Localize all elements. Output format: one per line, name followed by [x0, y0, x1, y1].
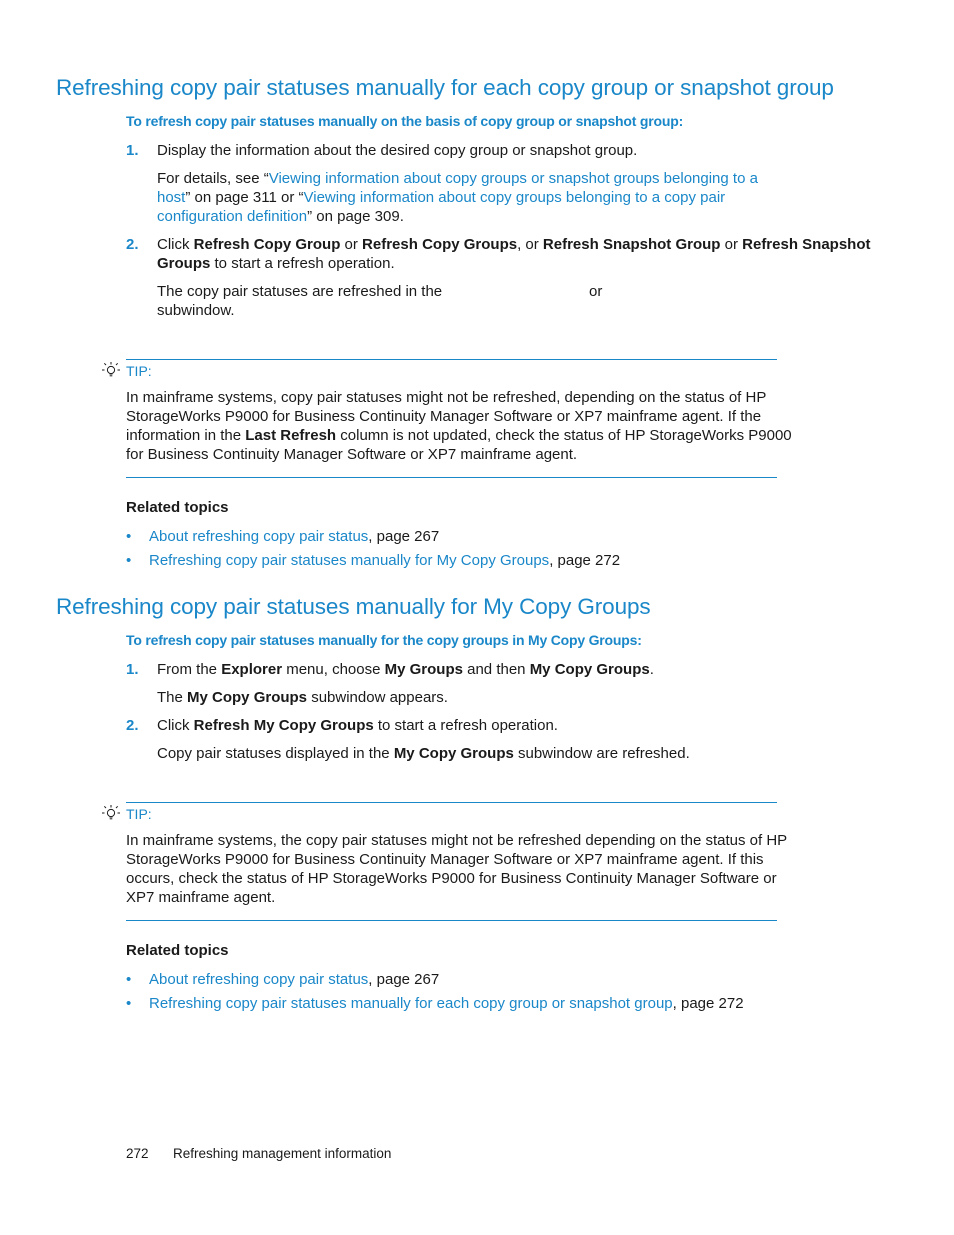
tip-top-rule: [126, 802, 777, 803]
tip-text: occurs, check the status of HP StorageWorks P9000 for Business Continuity Manager Software or: [126, 870, 777, 887]
tip-label: TIP:: [126, 806, 152, 822]
step-text: [157, 660, 654, 679]
related-topic-item: [126, 970, 439, 989]
related-topic-link[interactable]: Refreshing copy pair statuses manually for My Copy Groups: [149, 552, 550, 569]
ui-label: My Copy Groups: [187, 689, 308, 706]
ui-label: My Groups: [384, 661, 463, 678]
ui-label: Refresh Copy Groups: [362, 236, 518, 253]
footer-section-title: Refreshing management information: [173, 1146, 392, 1161]
step-number: 2.: [126, 236, 139, 253]
text-run: subwindow appears.: [307, 689, 448, 706]
tip-top-rule: [126, 359, 777, 360]
tip-text: In mainframe systems, the copy pair statuses might not be refreshed depending on the status of HP: [126, 832, 788, 849]
link-viewing-copy-groups-host[interactable]: host: [157, 189, 186, 206]
page-reference: , page 272: [549, 552, 621, 569]
related-topics-title: Related topics: [126, 499, 229, 516]
tip-text: for Business Continuity Manager Software or XP7 mainframe agent.: [126, 446, 578, 463]
step-result: subwindow.: [157, 302, 235, 319]
tip-text: XP7 mainframe agent.: [126, 889, 276, 906]
lightbulb-icon: [101, 361, 121, 381]
step-result: The copy pair statuses are refreshed in the: [157, 283, 443, 300]
details-end: ” on page 309.: [307, 208, 404, 225]
step-result: [157, 744, 690, 763]
step-number: 2.: [126, 717, 139, 734]
text-run: menu, choose: [282, 661, 385, 678]
link-viewing-copy-groups-host[interactable]: Viewing information about copy groups or snapshot groups belonging to a: [268, 170, 758, 187]
bullet-icon: •: [126, 552, 132, 569]
page-reference: , page 272: [672, 995, 744, 1012]
text-run: or: [340, 236, 363, 253]
step-result: or: [589, 283, 603, 300]
related-topic-link[interactable]: About refreshing copy pair status: [149, 528, 369, 545]
ui-label: Groups: [157, 255, 211, 272]
text-run: .: [649, 661, 654, 678]
related-topic-link[interactable]: Refreshing copy pair statuses manually for each copy group or snapshot group: [149, 995, 673, 1012]
text-run: Click: [157, 236, 194, 253]
section-heading: Refreshing copy pair statuses manually for My Copy Groups: [56, 594, 651, 619]
text-run: column is not updated, check the status of HP StorageWorks P9000: [336, 427, 792, 444]
step-text: [157, 254, 395, 273]
text-run: to start a refresh operation.: [210, 255, 395, 272]
tip-label: TIP:: [126, 363, 152, 379]
text-run: The: [157, 689, 188, 706]
text-run: or: [720, 236, 743, 253]
step-details-line: [157, 188, 725, 207]
link-viewing-copy-groups-config[interactable]: Viewing information about copy groups belonging to a copy pair: [303, 189, 726, 206]
ui-label: Last Refresh: [245, 427, 337, 444]
related-topic-link[interactable]: About refreshing copy pair status: [149, 971, 369, 988]
ui-label: My Copy Groups: [529, 661, 650, 678]
ui-label: Refresh Snapshot Group: [542, 236, 721, 253]
ui-label: Explorer: [221, 661, 283, 678]
page-number: 272: [126, 1146, 149, 1161]
bullet-icon: •: [126, 528, 132, 545]
step-text: Display the information about the desired copy group or snapshot group.: [157, 142, 638, 159]
page-reference: , page 267: [368, 971, 440, 988]
lightbulb-icon: [101, 804, 121, 824]
related-topics-title: Related topics: [126, 942, 229, 959]
ui-label: Refresh Copy Group: [193, 236, 341, 253]
step-number: 1.: [126, 142, 139, 159]
procedure-title: To refresh copy pair statuses manually for the copy groups in My Copy Groups:: [126, 632, 642, 648]
page-reference: , page 267: [368, 528, 440, 545]
tip-text: StorageWorks P9000 for Business Continuity Manager Software or XP7 mainframe agent. If this: [126, 851, 764, 868]
step-details-line: [157, 207, 404, 226]
text-run: subwindow are refreshed.: [513, 745, 690, 762]
ui-label: Refresh My Copy Groups: [193, 717, 374, 734]
procedure-title: To refresh copy pair statuses manually on the basis of copy group or snapshot group:: [126, 113, 684, 129]
text-run: and then: [462, 661, 530, 678]
tip-text: StorageWorks P9000 for Business Continuity Manager Software or XP7 mainframe agent. If the: [126, 408, 762, 425]
step-text: [157, 235, 871, 254]
tip-text: In mainframe systems, copy pair statuses might not be refreshed, depending on the status of HP: [126, 389, 767, 406]
tip-text: [126, 426, 792, 445]
bullet-icon: •: [126, 971, 132, 988]
ui-label: Refresh Snapshot: [742, 236, 871, 253]
step-details-line: [157, 169, 758, 188]
related-topic-item: [126, 527, 439, 546]
related-topic-item: [126, 994, 744, 1013]
step-text: [157, 716, 558, 735]
text-run: , or: [517, 236, 543, 253]
bullet-icon: •: [126, 995, 132, 1012]
step-number: 1.: [126, 661, 139, 678]
text-run: Click: [157, 717, 194, 734]
ui-label: My Copy Groups: [393, 745, 514, 762]
text-run: to start a refresh operation.: [373, 717, 558, 734]
text-run: information in the: [126, 427, 246, 444]
tip-bottom-rule: [126, 477, 777, 478]
step-result: [157, 688, 448, 707]
tip-bottom-rule: [126, 920, 777, 921]
details-mid: ” on page 311 or “: [185, 189, 304, 206]
link-viewing-copy-groups-config[interactable]: configuration definition: [157, 208, 308, 225]
text-run: From the: [157, 661, 222, 678]
related-topic-item: [126, 551, 620, 570]
section-heading: Refreshing copy pair statuses manually for each copy group or snapshot group: [56, 75, 834, 100]
details-prefix: For details, see “: [157, 170, 269, 187]
text-run: Copy pair statuses displayed in the: [157, 745, 394, 762]
